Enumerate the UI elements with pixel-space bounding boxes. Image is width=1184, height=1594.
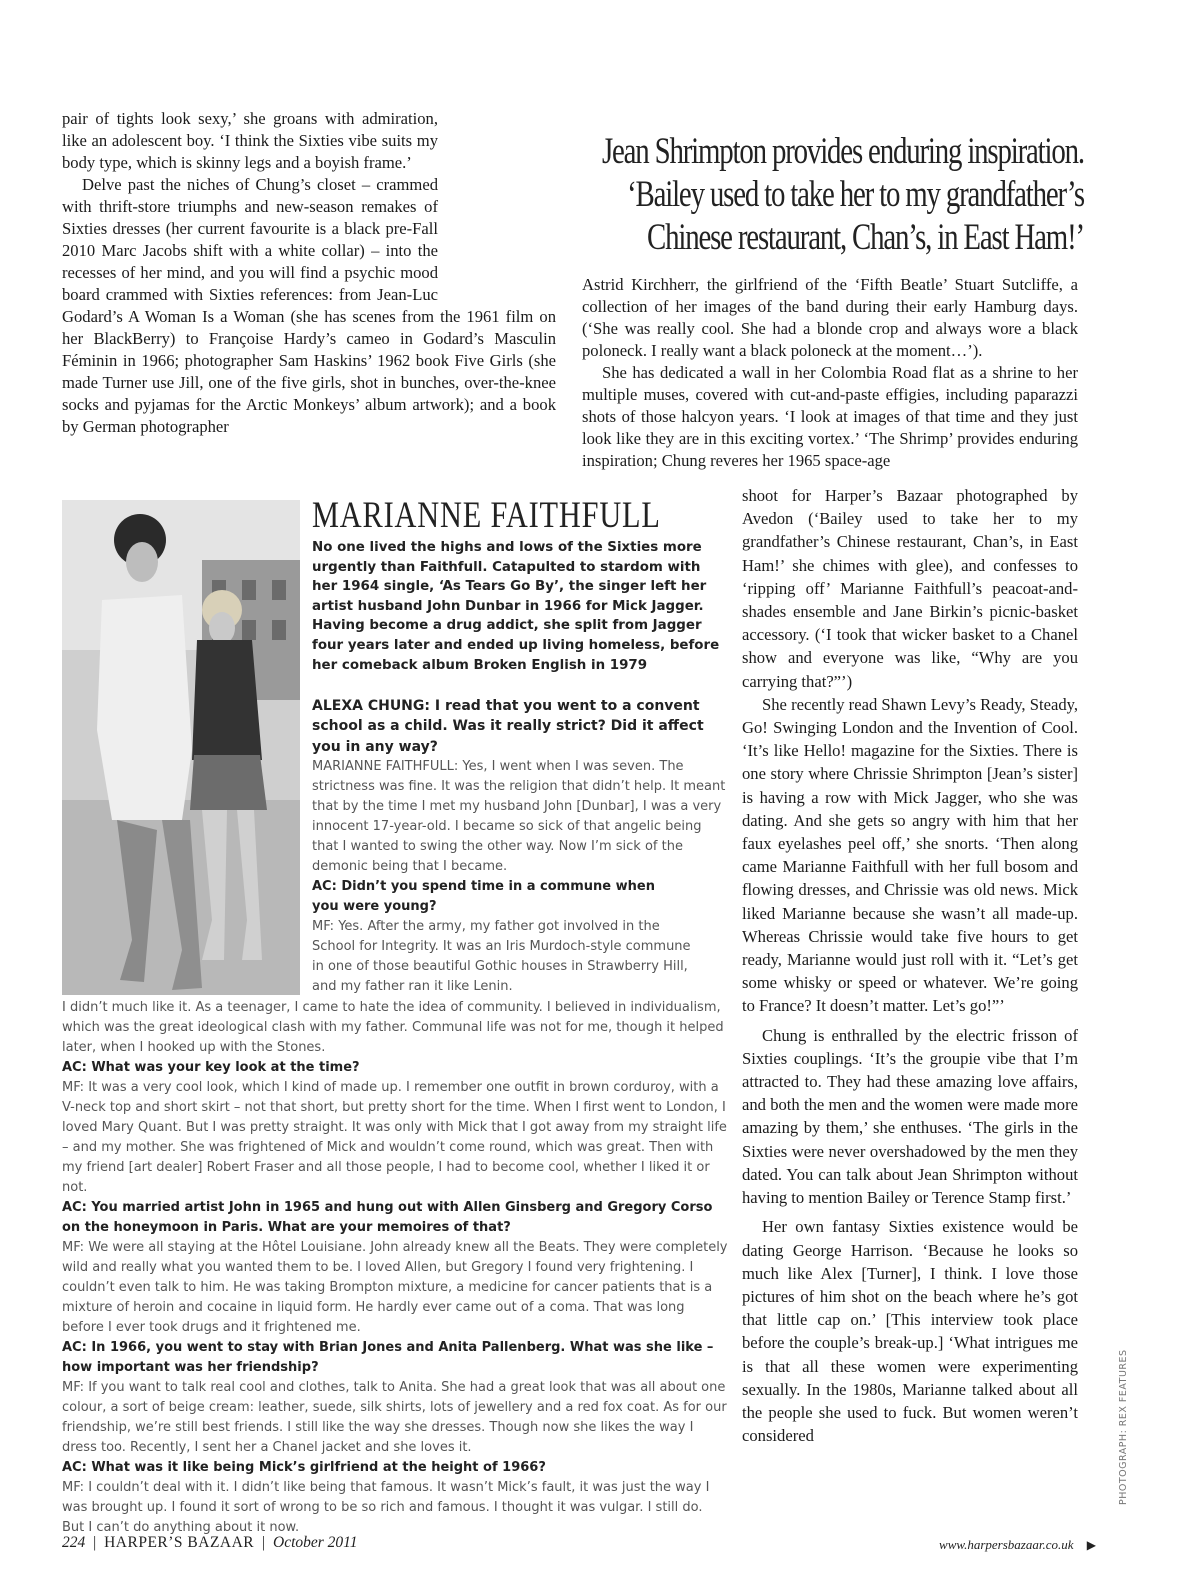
interview-question: AC: In 1966, you went to stay with Brian Jones and Anita Pallenberg. What was she like – how important was her friendship? (62, 1340, 714, 1375)
pull-quote (466, 130, 1084, 259)
footer-website-area (939, 1537, 1096, 1553)
footer-separator: | (262, 1534, 266, 1551)
article-paragraph: shoot for Harper’s Bazaar photographed by Avedon (‘Bailey used to take her to my grandfather’s Chinese restaurant, Chan’s, in East Ham!’ she chimes with glee), and confesses to ‘ripping off’ Marianne Faithfull’s peacoat-and-shades ensemble and Jane Birkin’s picnic-basket accessory. (‘I took that wicker basket to a Chanel show and everyone was like, “Why are you carrying that?”’) (742, 486, 1078, 691)
interview-question: AC: What was your key look at the time? (62, 1060, 360, 1075)
pull-quote-line: Chinese restaurant, Chan’s, in East Ham!’ (647, 217, 1084, 258)
article-paragraph: Delve past the niches of Chung’s closet – crammed with thrift-store triumphs and new-season remakes of Sixties dresses (her current favourite is a black pre-Fall 2010 Marc Jacobs shift with a white collar) – into the recesses of her mind, and you will find a psychic mood board crammed with Sixties references: from Jean-Luc Godard’s A Woman Is a Woman (she has scenes from the 1961 film on her BlackBerry) to Françoise Hardy’s cameo in Godard’s Masculin Féminin in 1966; photographer Sam Haskins’ 1962 book Five Girls (she made Turner use Jill, one of the five girls, shot in bunches, over-the-knee socks and pyjamas for the Arctic Monkeys’ album artwork); and a book by German photographer (62, 175, 556, 436)
article-left-column (62, 108, 556, 438)
interview-answer: MF: I couldn’t deal with it. I didn’t like being that famous. It wasn’t Mick’s fault, it was just the way I was brought up. I found it sort of wrong to be so rich and famous. I thought it was vulgar. I still do. But I can’t do anything about it now. (62, 1480, 710, 1535)
magazine-name: HARPER’S BAZAAR (104, 1534, 255, 1551)
interview-answer: MF: Yes. After the army, my father got involved in the School for Integrity. It was an Iris Murdoch-style commune in one of those beautiful Gothic houses in Strawberry Hill, and my father ran it like Lenin. (312, 919, 691, 995)
article-right-column-top (582, 274, 1078, 472)
interview-answer: I didn’t much like it. As a teenager, I came to hate the idea of community. I believed in individualism, which was the great ideological clash with my father. Communal life was not for me, though it helped later, when I hooked up with the Stones. (62, 1000, 724, 1055)
next-page-arrow-icon[interactable]: ▶ (1086, 1538, 1096, 1552)
photo-illustration (62, 500, 300, 995)
sidebar-box-title: MARIANNE FAITHFULL (312, 495, 661, 536)
interview-answer: MARIANNE FAITHFULL: Yes, I went when I was seven. The strictness was fine. It was the religion that didn’t help. It meant that by the time I met my husband John [Dunbar], I was a very innocent 17-year-old. I became so sick of that angelic being that I wanted to swing the other way. Now I’m sick of the demonic being that I became. (312, 759, 726, 875)
page-number: 224 (62, 1534, 86, 1551)
footer-separator: | (93, 1534, 97, 1551)
interview-question: AC: What was it like being Mick’s girlfriend at the height of 1966? (62, 1460, 546, 1475)
article-paragraph: She has dedicated a wall in her Colombia Road flat as a shrine to her multiple muses, covered with cut-and-paste effigies, including paparazzi shots of those halcyon years. ‘I look at images of that time and they just look like they are in this exciting vortex.’ ‘The Shrimp’ provides enduring inspiration; Chung reveres her 1965 space-age (582, 363, 1078, 470)
interview-question: AC: Didn’t you spend time in a commune when you were young? (312, 879, 655, 915)
interview-question: AC: You married artist John in 1965 and hung out with Allen Ginsberg and Gregory Corso on the honeymoon in Paris. What are your memoires of that? (62, 1200, 713, 1235)
sidebar-box-intro: No one lived the highs and lows of the Sixties more urgently than Faithfull. Catapulted to stardom with her 1964 single, ‘As Tears Go By’, the singer left her artist husband John Dunbar in 1966 for Mick Jagger. Having become a drug addict, she split from Jagger four years later and ended up living homeless, before her comeback album Broken English in 1979 (312, 540, 720, 673)
website-link[interactable]: www.harpersbazaar.co.uk (939, 1537, 1074, 1552)
article-paragraph: Her own fantasy Sixties existence would be dating George Harrison. ‘Because he looks so much like Alex [Turner], I think. I love those pictures of him shot on the beach where he’s got that little cap on.’ [This interview took place before the couple’s break-up.] ‘What intrigues me is that all these women were experimenting sexually. In the 1980s, Marianne talked about all the people she used to fuck. But women weren’t considered (742, 1217, 1078, 1446)
photo-credit: PHOTOGRAPH: REX FEATURES (1118, 1349, 1129, 1505)
article-paragraph: Astrid Kirchherr, the girlfriend of the ‘Fifth Beatle’ Stuart Sutcliffe, a collection of her images of the band during their early Hamburg days. (‘She was really cool. She had a blonde crop and always wore a black poloneck. I really want a black poloneck at the moment…’). (582, 275, 1078, 360)
marianne-faithfull-mick-jagger-photo (62, 500, 300, 995)
article-paragraph: pair of tights look sexy,’ she groans with admiration, like an adolescent boy. ‘I think the Sixties vibe suits my body type, which is skinny legs and a boyish frame.’ (62, 109, 438, 172)
issue-date: October 2011 (273, 1534, 358, 1551)
pull-quote-line: Jean Shrimpton provides enduring inspiration. (601, 131, 1084, 172)
interview-answer: MF: It was a very cool look, which I kind of made up. I remember one outfit in brown corduroy, with a V-neck top and short skirt – not that short, but pretty short for the time. When I first went to London, I loved Mary Quant. But I was pretty straight. It was only with Mick that I got away from my straight life – and my mother. She was frightened of Mick and wouldn’t come round, which was great. Then with my friend [art dealer] Robert Fraser and all those people, I had to become cool, whether I liked it or not. (62, 1080, 727, 1195)
interview-qa-bottom (62, 998, 728, 1538)
interview-question: ALEXA CHUNG: I read that you went to a convent school as a child. Was it really strict? Did it affect you in any way? (312, 698, 704, 755)
pull-quote-line: ‘Bailey used to take her to my grandfather’s (627, 174, 1084, 215)
article-right-column-narrow (742, 484, 1078, 1447)
interview-answer: MF: If you want to talk real cool and clothes, talk to Anita. She had a great look that was all about one colour, a sort of beige cream: leather, suede, silk shirts, lots of jewellery and a red fox coat. As for our friendship, we’re still best friends. I still like the way she dresses. Though now she likes the way I dress too. Recently, I sent her a Chanel jacket and she loves it. (62, 1380, 727, 1455)
interview-answer: MF: We were all staying at the Hôtel Louisiane. John already knew all the Beats. They were completely wild and really what you wanted them to be. I loved Allen, but Gregory I found very frightening. I couldn’t even talk to him. He was taking Brompton mixture, a medicine for cancer patients that is a mixture of heroin and cocaine in liquid form. He hardly ever came out of a coma. That was long before I ever took drugs and it frightened me. (62, 1240, 728, 1335)
article-paragraph: Chung is enthralled by the electric frisson of Sixties couplings. ‘It’s the groupie vibe that I’m attracted to. They had these amazing love affairs, and both the men and the women were made more amazing by them,’ she enthuses. ‘The girls in the Sixties were never overshadowed by the men they dated. You can talk about Jean Shrimpton without having to mention Bailey or Terence Stamp first.’ (742, 1025, 1078, 1208)
article-paragraph: She recently read Shawn Levy’s Ready, Steady, Go! Swinging London and the Invention of Cool. ‘It’s like Hello! magazine for the Sixties. There is one story where Chrissie Shrimpton [Jean’s sister] is having a row with Mick Jagger, who she was dating. And she gets so angry with him that her faux eyelashes peel off,’ she snorts. ‘Then along came Marianne Faithfull with her full bosom and flowing dresses, and Chrissie was old news. Mick liked Marianne because she wasn’t all made-up. Whereas Chrissie would take five hours to get ready, Marianne would just roll with it. “Let’s get some whisky or speed or whatever. We’re going to France? It doesn’t matter. Let’s go!”’ (742, 694, 1078, 1016)
interview-qa-top (312, 696, 728, 997)
page-footer (62, 1534, 358, 1552)
